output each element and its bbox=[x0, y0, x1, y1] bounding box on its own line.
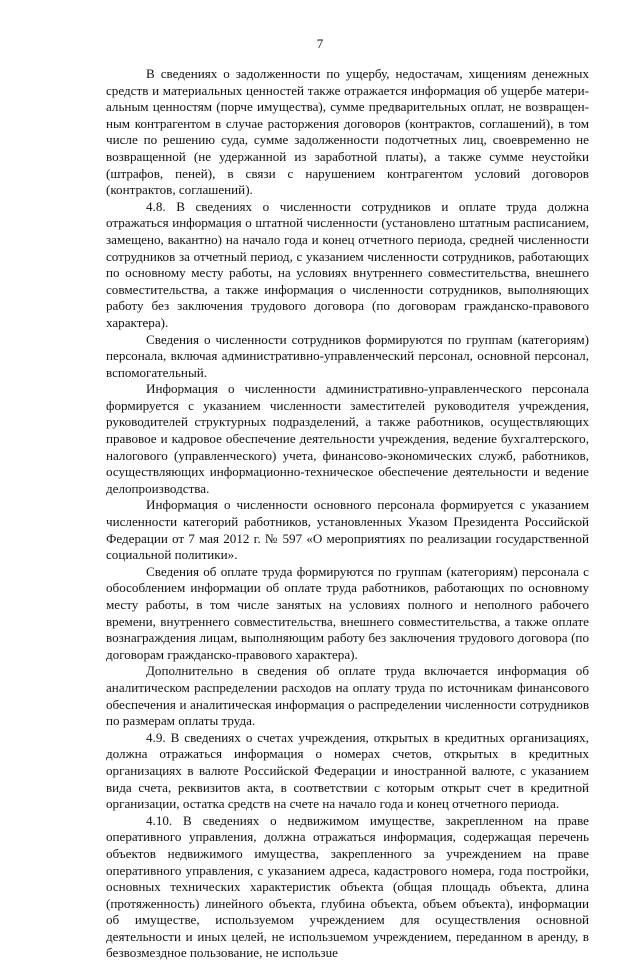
paragraph-pay-analytics: Дополнительно в сведения об оплате труда включается информация об аналитическом распределении расходов на оплату труда по источникам финансового обеспечения и аналитическая информация о распределении численности сотрудников по размерам оплаты труда. bbox=[106, 663, 589, 729]
document-body bbox=[106, 66, 589, 962]
paragraph-4-10-real-estate: 4.10. В сведениях о недвижимом имуществе, закрепленном на праве оперативного управления, должна отражаться информация, содержащая перечень объектов недвижимого имущества, закрепленного за учреждением на праве оперативного управления, с указанием адреса, кадастрового номера, года постройки, основных технических характеристик объекта (общая площадь объекта, длина (протяженность) линейного объекта, глубина объекта, объем объекта), информации об имуществе, используемом учреждением для осуществления основной деятельности и иных целей, не использueмом учреждением, переданном в аренду, в безвозмездное пользование, не использue bbox=[106, 812, 589, 961]
paragraph-4-9-bank-accounts: 4.9. В сведениях о счетах учреждения, открытых в кредитных организациях, должна отражаться информация о номерах счетов, открытых в кредитных организациях в валюте Российской Федерации и иностранной валюте, с указанием вида счета, реквизитов акта, в соответствии с которым открыт счет в кредитной организации, остатка средств на счете на начало года и конец отчетного периода. bbox=[106, 729, 589, 812]
page-number: 7 bbox=[316, 36, 324, 51]
paragraph-4-8-staff-and-pay: 4.8. В сведениях о численности сотрудников и оплате труда должна отражаться информация о штатной численности (установлено штатным расписанием, замещено, вакантно) на начало года и конец отчетного периода, средней численности сотрудников за отчетный период, с указанием численности сотрудников, работающих по основному месту работы, на условиях внутреннего совместительства, внешнего совместительства, а также информация о численности сотрудников, выполняющих работу без заключения трудового договора (по договорам гражданско-правового характера). bbox=[106, 198, 589, 330]
paragraph-admin-staff: Информация о численности административно-управленческого персонала формируется с указанием численности заместителей руководителя учреждения, руководителей структурных подразделений, а также работников, осуществляющих правовое и кадровое обеспечение деятельности учреждения, ведение бухгалтерского, налогового (управленческого) учета, финансово-экономических служб, работников, осуществляющих информационно-техническое обеспечение деятельности и ведение делопроизводства. bbox=[106, 381, 589, 496]
paragraph-core-staff: Информация о численности основного персонала формируется с указанием численности категорий работников, установленных Указом Президента Российской Федерации от 7 мая 2012 г. № 597 «О мероприятиях по реализации государственной социальной политики». bbox=[106, 497, 589, 563]
paragraph-debt-details: В сведениях о задолженности по ущербу, недостачам, хищениям денежных средств и материальных ценностей также отражается информация об ущербе материальным ценностям (порче имущества), сумме предварительных оплат, не возвращенным контрагентом в случае расторжения договоров (контрактов, соглашений), в том числе по решению суда, сумме задолженности подотчетных лиц, своевременно не возвращенной (не удержанной из заработной платы), а также сумме неустойки (штрафов, пеней), в связи с нарушением контрагентом условий договоров (контрактов, соглашений). bbox=[106, 66, 589, 198]
paragraph-staff-groups: Сведения о численности сотрудников формируются по группам (категориям) персонала, включая административно-управленческий персонал, основной персонал, вспомогательный. bbox=[106, 331, 589, 380]
paragraph-pay-details: Сведения об оплате труда формируются по группам (категориям) персонала с обособлением информации об оплате труда работников, работающих по основному месту работы, в том числе занятых на условиях полного и неполного рабочего времени, внутреннего совместительства, внешнего совместительства, а также оплате вознаграждения лицам, выполняющим работу без заключения трудового договора (по договорам гражданско-правового характера). bbox=[106, 563, 589, 662]
